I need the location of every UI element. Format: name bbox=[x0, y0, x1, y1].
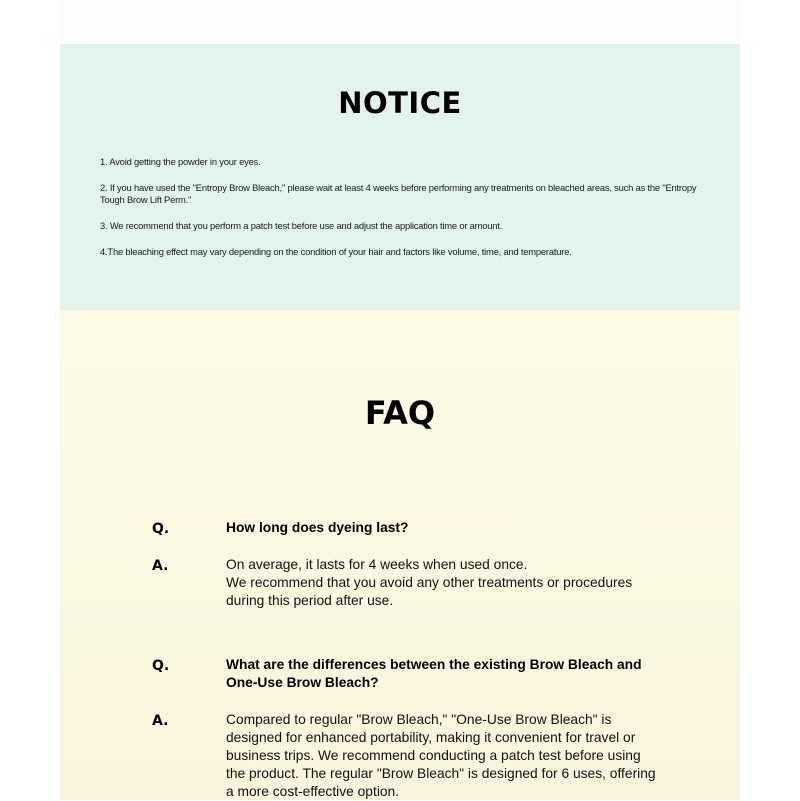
faq-answer: Compared to regular "Brow Bleach," "One-Use Brow Bleach" is designed for enhanced portability, making it convenient for travel or business trips. We recommend conducting a patch test before using the product. The regular "Brow Bleach" is designed for 6 uses, offering a more cost-effective option. bbox=[226, 712, 656, 799]
question-marker: Q. bbox=[152, 658, 170, 674]
notice-item: 4.The bleaching effect may vary depending on the condition of your hair and factors like volume, time, and temperature. bbox=[100, 246, 572, 257]
faq-answer: On average, it lasts for 4 weeks when used once. We recommend that you avoid any other treatments or procedures during this period after use. bbox=[226, 557, 633, 608]
top-strip bbox=[60, 0, 740, 44]
notice-item: 3. We recommend that you perform a patch test before use and adjust the application time or amount. bbox=[100, 220, 503, 231]
notice-title: NOTICE bbox=[338, 86, 462, 120]
notice-item: 1. Avoid getting the powder in your eyes. bbox=[100, 156, 261, 167]
notice-item: 2. If you have used the "Entropy Brow Bleach," please wait at least 4 weeks before performing any treatments on bleached areas, such as the "Entropy Tough Brow Lift Perm." bbox=[100, 182, 697, 205]
question-marker: Q. bbox=[152, 521, 170, 537]
answer-marker: A. bbox=[152, 558, 169, 574]
notice-list bbox=[100, 156, 700, 272]
answer-marker: A. bbox=[152, 713, 169, 729]
faq-question: How long does dyeing last? bbox=[226, 520, 409, 535]
faq-question: What are the differences between the existing Brow Bleach and One-Use Brow Bleach? bbox=[226, 657, 642, 690]
faq-title: FAQ bbox=[364, 394, 436, 432]
